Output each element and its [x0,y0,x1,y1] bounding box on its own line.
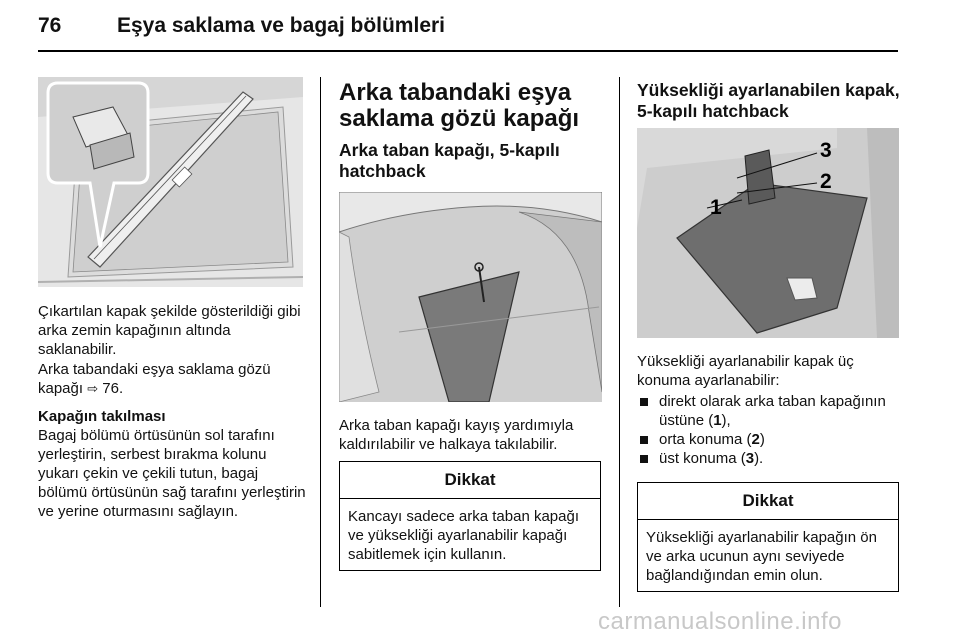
figure-cover-storage [38,77,303,287]
middle-subheading: Arka taban kapağı, 5-kapılı hatchback [339,140,560,181]
right-intro-text: Yüksekliği ayarlanabilir kapak üç konuma ayarlanabilir: [637,353,854,389]
column-divider-left [320,77,321,607]
notice-box-middle [339,461,601,571]
notice-title: Dikkat [638,483,898,520]
middle-para-text: Arka taban kapağı kayış yardımıyla kaldırılabilir ve halkaya takılabilir. [339,417,574,453]
bullet-square-icon [640,398,648,406]
list-item: üst konuma (3). [637,449,902,468]
column-divider-right [619,77,620,607]
callout-2: 2 [820,170,832,193]
list-item: direkt olarak arka taban kapağının üstüne (1), [637,392,902,430]
bullet-square-icon [640,436,648,444]
page-header-title: Eşya saklama ve bagaj bölümleri [117,14,446,37]
figure-floor-cover [339,192,602,402]
bullet-square-icon [640,455,648,463]
callout-1: 1 [710,196,722,219]
notice-body: Yüksekliği ayarlanabilir kapağın ön ve arka ucunun aynı seviyede bağlandığından emin olun. [646,529,877,584]
list-item: orta konuma (2) [637,430,902,449]
left-para-3-text: Bagaj bölümü örtüsünün sol tarafını yerleştirin, serbest bırakma kolunu yukarı çekin ve çekili tutun, bagaj bölümü örtüsünün sağ tarafını yerleştirin ve yerine oturmasını sağlayın. [38,427,306,520]
arrow-ref-icon[interactable]: ⇨ [87,381,99,396]
page-ref-76[interactable]: 76. [102,380,124,397]
left-para-3 [38,426,306,521]
position-list [637,392,902,468]
notice-box-right [637,482,899,592]
left-para-2-text: Arka tabandaki eşya saklama gözü kapağı [38,361,271,397]
left-para-2 [38,360,306,398]
left-para-1-text: Çıkartılan kapak şekilde gösterildiği gibi arka zemin kapağının altında saklanabilir. [38,303,301,358]
page-number: 76 [38,14,62,37]
header-rule [38,50,898,52]
watermark-text: carmanualsonline.info [598,608,842,635]
left-subheading: Kapağın takılması [38,408,166,425]
right-heading: Yüksekliği ayarlanabilen kapak, 5-kapılı hatchback [637,80,900,121]
middle-para [339,416,604,454]
middle-heading: Arka tabandaki eşya saklama gözü kapağı [339,79,580,132]
notice-title: Dikkat [340,462,600,499]
right-intro [637,352,902,390]
notice-body: Kancayı sadece arka taban kapağı ve yüksekliği ayarlanabilir kapağı sabitlemek için kullanın. [348,508,579,563]
figure-adjustable-cover [637,128,899,338]
left-para-1 [38,302,306,359]
callout-3: 3 [820,139,832,162]
